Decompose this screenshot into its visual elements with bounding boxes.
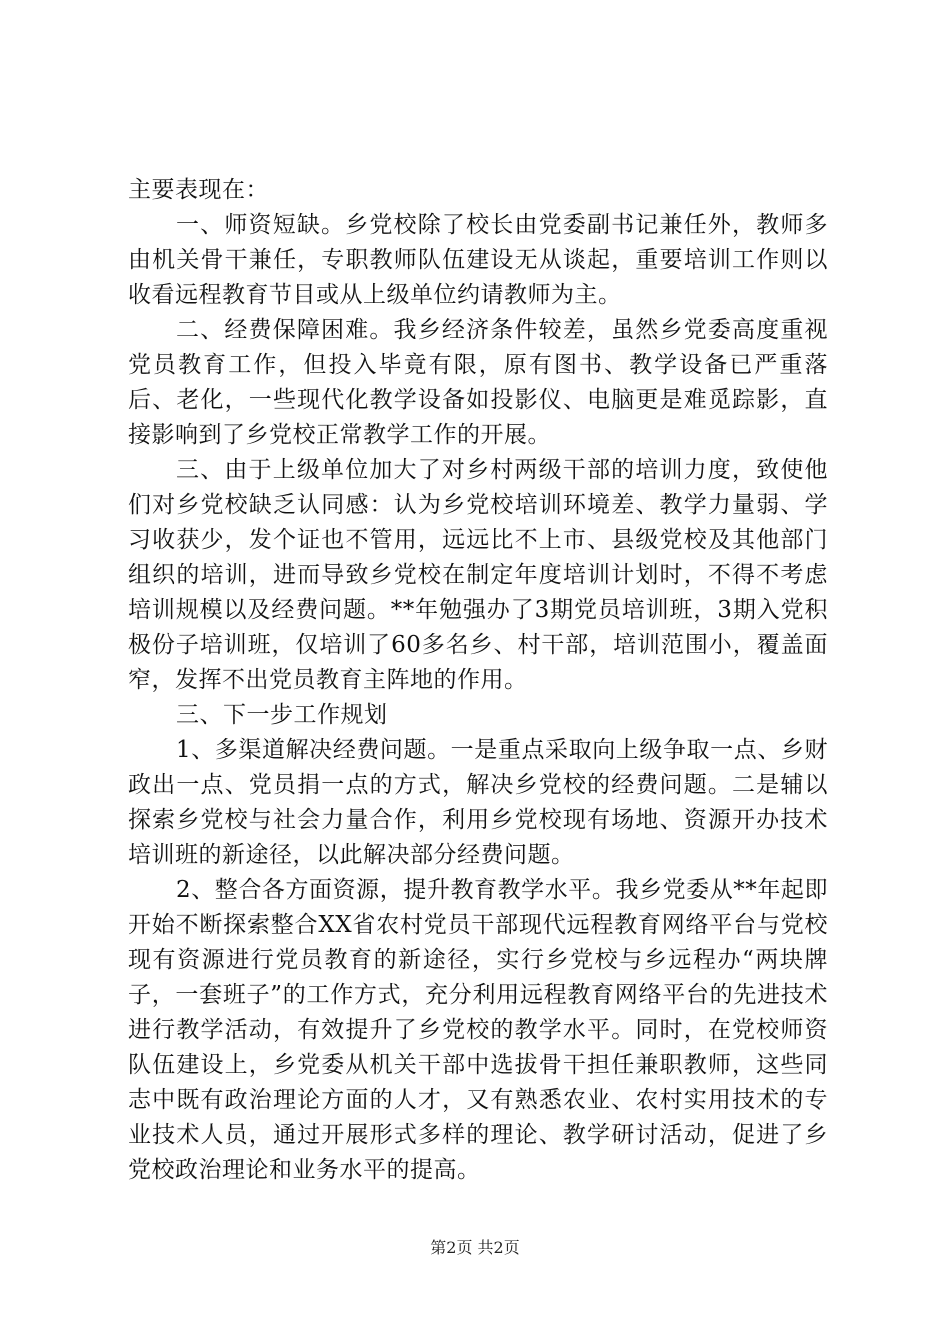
paragraph-intro: 主要表现在： <box>128 177 269 203</box>
paragraph-recognition-issue: 三、由于上级单位加大了对乡村两级干部的培训力度，致使他们对乡党校缺乏认同感：认为乡党校培训环境差、教学力量弱、学习收获少，发个证也不管用，远远比不上市、县级党校及其他部门组织的培训，进而导致乡党校在制定年度培训计划时，不得不考虑培训规模以及经费问题。**年勉强办了3期党员培训班，3期入党积极份子培训班，仅培训了60多名乡、村干部，培训范围小，覆盖面窄，发挥不出党员教育主阵地的作用。 <box>128 457 828 693</box>
paragraph-teacher-shortage: 一、师资短缺。乡党校除了校长由党委副书记兼任外，教师多由机关骨干兼任，专职教师队伍建设无从谈起，重要培训工作则以收看远程教育节目或从上级单位约请教师为主。 <box>128 212 828 308</box>
document-body <box>128 173 828 1188</box>
page-footer: 第2页 共2页 <box>430 1238 520 1257</box>
section-heading-next-steps: 三、下一步工作规划 <box>176 702 388 728</box>
paragraph-funding-channels: 1、多渠道解决经费问题。一是重点采取向上级争取一点、乡财政出一点、党员捐一点的方式，解决乡党校的经费问题。二是辅以探索乡党校与社会力量合作，利用乡党校现有场地、资源开办技术培训班的新途径，以此解决部分经费问题。 <box>128 737 828 868</box>
paragraph-funding-difficulty: 二、经费保障困难。我乡经济条件较差，虽然乡党委高度重视党员教育工作，但投入毕竟有限，原有图书、教学设备已严重落后、老化，一些现代化教学设备如投影仪、电脑更是难觅踪影，直接影响到了乡党校正常教学工作的开展。 <box>128 317 828 448</box>
paragraph-resource-integration: 2、整合各方面资源，提升教育教学水平。我乡党委从**年起即开始不断探索整合XX省农村党员干部现代远程教育网络平台与党校现有资源进行党员教育的新途径，实行乡党校与乡远程办“两块牌子，一套班子”的工作方式，充分利用远程教育网络平台的先进技术进行教学活动，有效提升了乡党校的教学水平。同时，在党校师资队伍建设上，乡党委从机关干部中选拔骨干担任兼职教师，这些同志中既有政治理论方面的人才，又有熟悉农业、农村实用技术的专业技术人员，通过开展形式多样的理论、教学研讨活动，促进了乡党校政治理论和业务水平的提高。 <box>128 877 828 1183</box>
